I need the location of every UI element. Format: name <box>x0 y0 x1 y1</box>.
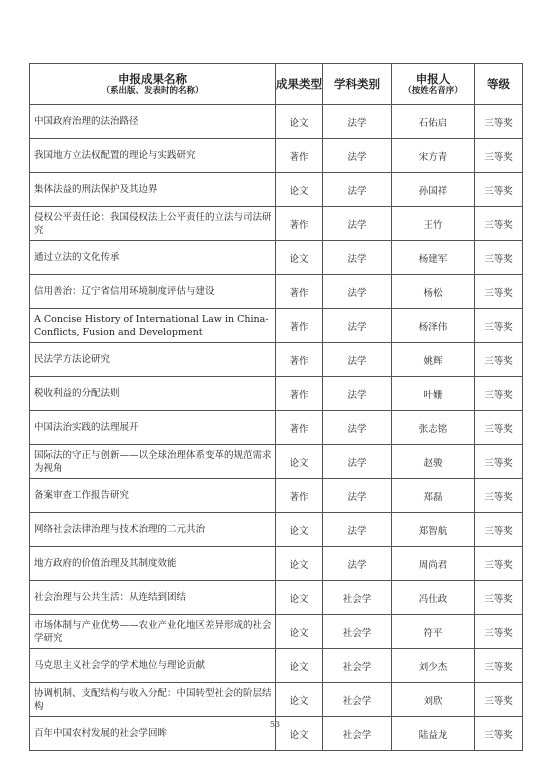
cell-applicant: 姚辉 <box>392 343 475 377</box>
cell-type: 论文 <box>276 445 323 479</box>
cell-name: 备案审查工作报告研究 <box>30 479 276 513</box>
cell-discipline: 法学 <box>323 479 392 513</box>
cell-name: 信用善治：辽宁省信用环境制度评估与建设 <box>30 275 276 309</box>
cell-applicant: 石佑启 <box>392 105 475 139</box>
table-row <box>30 275 523 309</box>
cell-discipline: 法学 <box>323 173 392 207</box>
table-header-row <box>30 64 523 105</box>
cell-type: 论文 <box>276 683 323 717</box>
cell-type: 著作 <box>276 309 323 343</box>
cell-name: 社会治理与公共生活：从连结到团结 <box>30 581 276 615</box>
table-row <box>30 445 523 479</box>
cell-discipline: 法学 <box>323 139 392 173</box>
cell-type: 论文 <box>276 105 323 139</box>
cell-applicant: 孙国祥 <box>392 173 475 207</box>
cell-grade: 三等奖 <box>475 241 523 275</box>
table-row <box>30 377 523 411</box>
cell-grade: 三等奖 <box>475 717 523 751</box>
cell-grade: 三等奖 <box>475 479 523 513</box>
cell-applicant: 叶姗 <box>392 377 475 411</box>
cell-discipline: 社会学 <box>323 683 392 717</box>
cell-type: 著作 <box>276 139 323 173</box>
cell-type: 著作 <box>276 343 323 377</box>
cell-name: 百年中国农村发展的社会学回眸 <box>30 717 276 751</box>
cell-discipline: 法学 <box>323 513 392 547</box>
cell-applicant: 郑磊 <box>392 479 475 513</box>
cell-grade: 三等奖 <box>475 547 523 581</box>
cell-type: 著作 <box>276 479 323 513</box>
cell-discipline: 法学 <box>323 377 392 411</box>
table-row <box>30 105 523 139</box>
cell-name: 集体法益的刑法保护及其边界 <box>30 173 276 207</box>
cell-discipline: 法学 <box>323 207 392 241</box>
table-row <box>30 547 523 581</box>
cell-discipline: 法学 <box>323 241 392 275</box>
cell-name: 中国政府治理的法治路径 <box>30 105 276 139</box>
cell-name: 地方政府的价值治理及其制度效能 <box>30 547 276 581</box>
cell-name: 市场体制与产业优势——农业产业化地区差异形成的社会学研究 <box>30 615 276 649</box>
table-row <box>30 411 523 445</box>
cell-type: 著作 <box>276 275 323 309</box>
cell-applicant: 周尚君 <box>392 547 475 581</box>
cell-type: 论文 <box>276 513 323 547</box>
cell-name: 中国法治实践的法理展开 <box>30 411 276 445</box>
cell-grade: 三等奖 <box>475 139 523 173</box>
table-row <box>30 139 523 173</box>
cell-name: 民法学方法论研究 <box>30 343 276 377</box>
cell-discipline: 法学 <box>323 343 392 377</box>
table-row <box>30 343 523 377</box>
cell-applicant: 王竹 <box>392 207 475 241</box>
cell-type: 著作 <box>276 377 323 411</box>
header-name-note: （系出版、发表时的名称） <box>101 85 204 96</box>
cell-discipline: 社会学 <box>323 615 392 649</box>
awards-table <box>29 63 523 751</box>
table-row <box>30 649 523 683</box>
cell-discipline: 社会学 <box>323 649 392 683</box>
cell-name: 我国地方立法权配置的理论与实践研究 <box>30 139 276 173</box>
cell-type: 论文 <box>276 547 323 581</box>
cell-grade: 三等奖 <box>475 173 523 207</box>
header-name-label: 申报成果名称 <box>118 71 187 86</box>
cell-applicant: 符平 <box>392 615 475 649</box>
cell-applicant: 刘少杰 <box>392 649 475 683</box>
header-applicant-note: （按姓名音序） <box>403 85 463 96</box>
cell-type: 论文 <box>276 615 323 649</box>
cell-grade: 三等奖 <box>475 445 523 479</box>
cell-applicant: 刘欣 <box>392 683 475 717</box>
cell-grade: 三等奖 <box>475 343 523 377</box>
cell-type: 著作 <box>276 207 323 241</box>
cell-discipline: 法学 <box>323 275 392 309</box>
cell-type: 论文 <box>276 649 323 683</box>
cell-type: 论文 <box>276 581 323 615</box>
cell-discipline: 法学 <box>323 309 392 343</box>
cell-grade: 三等奖 <box>475 581 523 615</box>
table-row <box>30 683 523 717</box>
cell-applicant: 杨建军 <box>392 241 475 275</box>
cell-name: 国际法的守正与创新——以全球治理体系变革的规范需求为视角 <box>30 445 276 479</box>
cell-grade: 三等奖 <box>475 513 523 547</box>
cell-name: 马克思主义社会学的学术地位与理论贡献 <box>30 649 276 683</box>
cell-grade: 三等奖 <box>475 683 523 717</box>
cell-applicant: 赵骏 <box>392 445 475 479</box>
cell-applicant: 陆益龙 <box>392 717 475 751</box>
cell-applicant: 郑智航 <box>392 513 475 547</box>
cell-name: 通过立法的文化传承 <box>30 241 276 275</box>
cell-applicant: 张志铭 <box>392 411 475 445</box>
cell-grade: 三等奖 <box>475 411 523 445</box>
cell-name: 侵权公平责任论：我国侵权法上公平责任的立法与司法研究 <box>30 207 276 241</box>
cell-grade: 三等奖 <box>475 615 523 649</box>
cell-grade: 三等奖 <box>475 207 523 241</box>
table-row <box>30 173 523 207</box>
cell-grade: 三等奖 <box>475 377 523 411</box>
cell-name: 网络社会法律治理与技术治理的二元共治 <box>30 513 276 547</box>
cell-name: 协调机制、支配结构与收入分配：中国转型社会的阶层结构 <box>30 683 276 717</box>
cell-name: A Concise History of International Law in China-Conflicts, Fusion and Development <box>30 309 276 343</box>
cell-grade: 三等奖 <box>475 275 523 309</box>
cell-applicant: 杨泽伟 <box>392 309 475 343</box>
cell-discipline: 法学 <box>323 445 392 479</box>
cell-discipline: 法学 <box>323 411 392 445</box>
header-type: 成果类型 <box>276 64 323 105</box>
header-name <box>30 64 276 105</box>
cell-discipline: 法学 <box>323 105 392 139</box>
table-row <box>30 479 523 513</box>
table-row <box>30 581 523 615</box>
cell-type: 论文 <box>276 241 323 275</box>
cell-type: 著作 <box>276 411 323 445</box>
cell-grade: 三等奖 <box>475 105 523 139</box>
cell-discipline: 法学 <box>323 547 392 581</box>
table-row <box>30 309 523 343</box>
header-applicant <box>392 64 475 105</box>
header-discipline: 学科类别 <box>323 64 392 105</box>
cell-grade: 三等奖 <box>475 649 523 683</box>
page-number: 53 <box>269 720 281 729</box>
cell-applicant: 杨松 <box>392 275 475 309</box>
cell-applicant: 冯仕政 <box>392 581 475 615</box>
cell-name: 税收利益的分配法则 <box>30 377 276 411</box>
cell-type: 论文 <box>276 717 323 751</box>
header-applicant-label: 申报人 <box>415 71 451 86</box>
cell-discipline: 社会学 <box>323 581 392 615</box>
table-row <box>30 241 523 275</box>
table-row <box>30 207 523 241</box>
cell-type: 论文 <box>276 173 323 207</box>
cell-discipline: 社会学 <box>323 717 392 751</box>
table-row <box>30 615 523 649</box>
cell-grade: 三等奖 <box>475 309 523 343</box>
cell-applicant: 宋方青 <box>392 139 475 173</box>
table-row <box>30 513 523 547</box>
header-grade: 等级 <box>475 64 523 105</box>
